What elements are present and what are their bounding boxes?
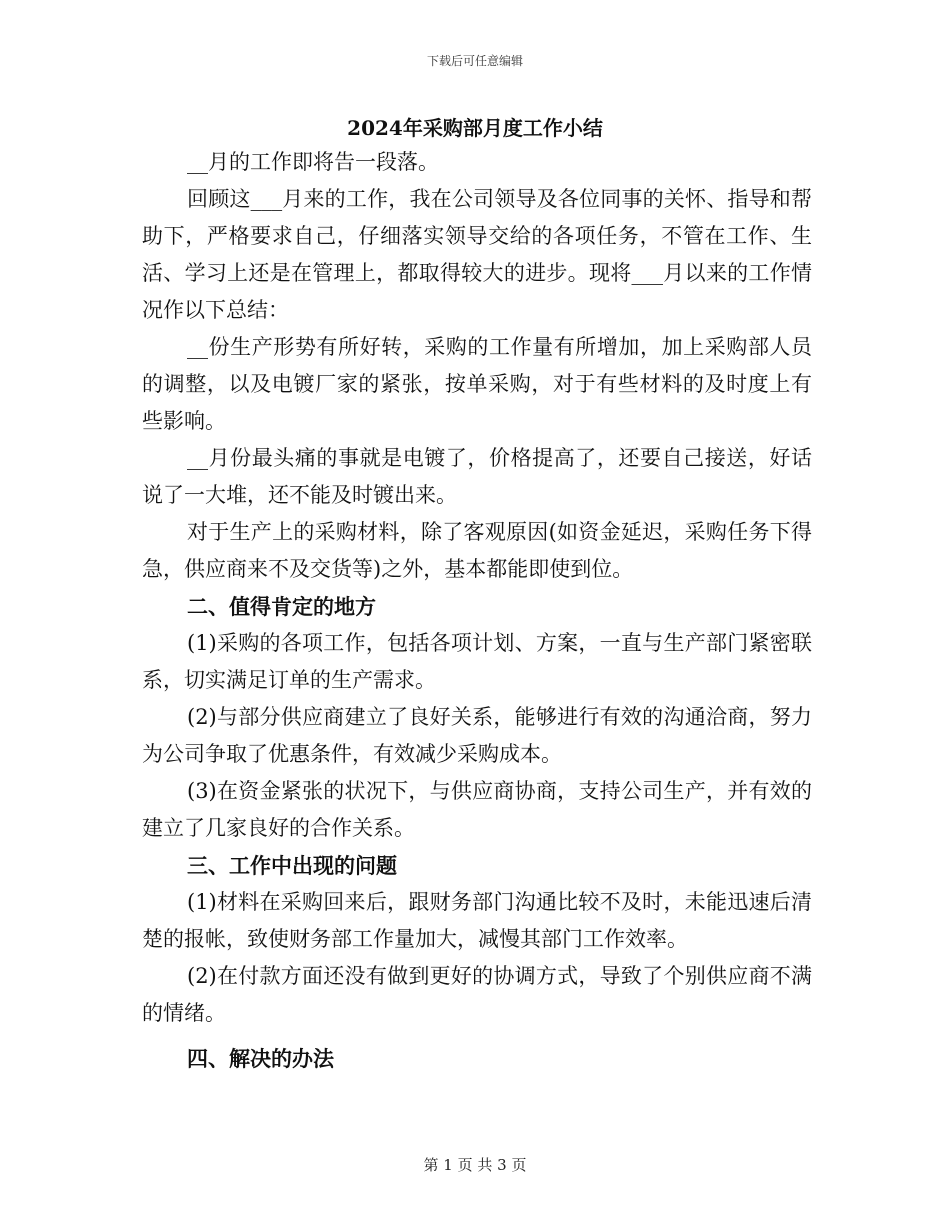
list-item: (3)在资金紧张的状况下，与供应商协商，支持公司生产，并有效的建立了几家良好的合作关系。 [142,779,812,840]
paragraph-intro: __月的工作即将告一段落。 [187,150,439,174]
list-item: (2)与部分供应商建立了良好关系，能够进行有效的沟通洽商，努力为公司争取了优惠条件，有效减少采购成本。 [142,705,812,766]
list-item: (1)采购的各项工作，包括各项计划、方案，一直与生产部门紧密联系，切实满足订单的生产需求。 [142,631,812,692]
paragraph-review: 回顾这___月来的工作，我在公司领导及各位同事的关怀、指导和帮助下，严格要求自己，仔细落实领导交给的各项任务，不管在工作、生活、学习上还是在管理上，都取得较大的进步。现将___月以来的工作情况作以下总结： [142,187,812,322]
document-title: 2024年采购部月度工作小结 [347,116,603,140]
paragraph-materials: 对于生产上的采购材料，除了客观原因(如资金延迟，采购任务下得急，供应商来不及交货等)之外，基本都能即使到位。 [142,520,812,581]
section-heading-positives: 二、值得肯定的地方 [187,594,376,619]
paragraph-plating: __月份最头痛的事就是电镀了，价格提高了，还要自己接送，好话说了一大堆，还不能及时镀出来。 [142,446,812,507]
page-number: 第 1 页 共 3 页 [423,1156,527,1174]
paragraph-production: __份生产形势有所好转，采购的工作量有所增加，加上采购部人员的调整，以及电镀厂家的紧张，按单采购，对于有些材料的及时度上有些影响。 [142,335,812,433]
list-item: (2)在付款方面还没有做到更好的协调方式，导致了个别供应商不满的情绪。 [142,964,812,1025]
page-header-note: 下载后可任意编辑 [426,54,523,68]
document-body [142,144,812,1077]
section-heading-solutions: 四、解决的办法 [187,1046,334,1071]
list-item: (1)材料在采购回来后，跟财务部门沟通比较不及时，未能迅速后清楚的报帐，致使财务部工作量加大，减慢其部门工作效率。 [142,890,812,951]
section-heading-problems: 三、工作中出现的问题 [187,853,397,878]
